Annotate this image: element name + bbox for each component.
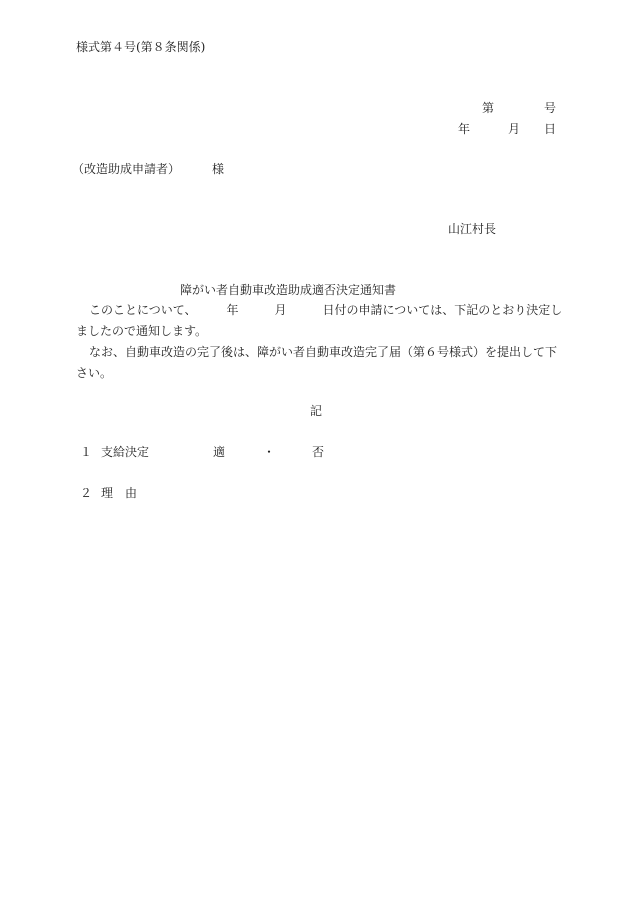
- body-paragraph-1: このことについて、 年 月 日付の申請については、下記のとおり決定しましたので通知します。: [76, 303, 563, 338]
- ki-heading: 記: [310, 404, 323, 418]
- item1-option-no: 否: [312, 445, 325, 459]
- addressee-name: （改造助成申請者）: [72, 162, 181, 176]
- document-title: 障がい者自動車改造助成適否決定通知書: [180, 283, 397, 297]
- issuer-name: 山江村長: [448, 222, 497, 236]
- item2-number: ２: [80, 486, 93, 500]
- item1-option-yes: 適: [213, 445, 226, 459]
- body-paragraph-2: なお、自動車改造の完了後は、障がい者自動車改造完了届（第６号様式）を提出して下さい。: [76, 345, 558, 380]
- form-label: 様式第４号(第８条関係): [76, 40, 206, 54]
- item2-label: 理 由: [101, 486, 138, 500]
- doc-number-prefix: 第: [482, 101, 495, 115]
- date-year: 年: [458, 122, 471, 136]
- item1-label: 支給決定: [101, 445, 150, 459]
- body-text: [76, 300, 566, 384]
- item1-separator: ・: [263, 445, 276, 459]
- item1-number: １: [80, 445, 93, 459]
- date-month: 月: [508, 122, 521, 136]
- date-day: 日: [544, 122, 557, 136]
- doc-number-suffix: 号: [544, 101, 557, 115]
- addressee-honorific: 様: [212, 162, 225, 176]
